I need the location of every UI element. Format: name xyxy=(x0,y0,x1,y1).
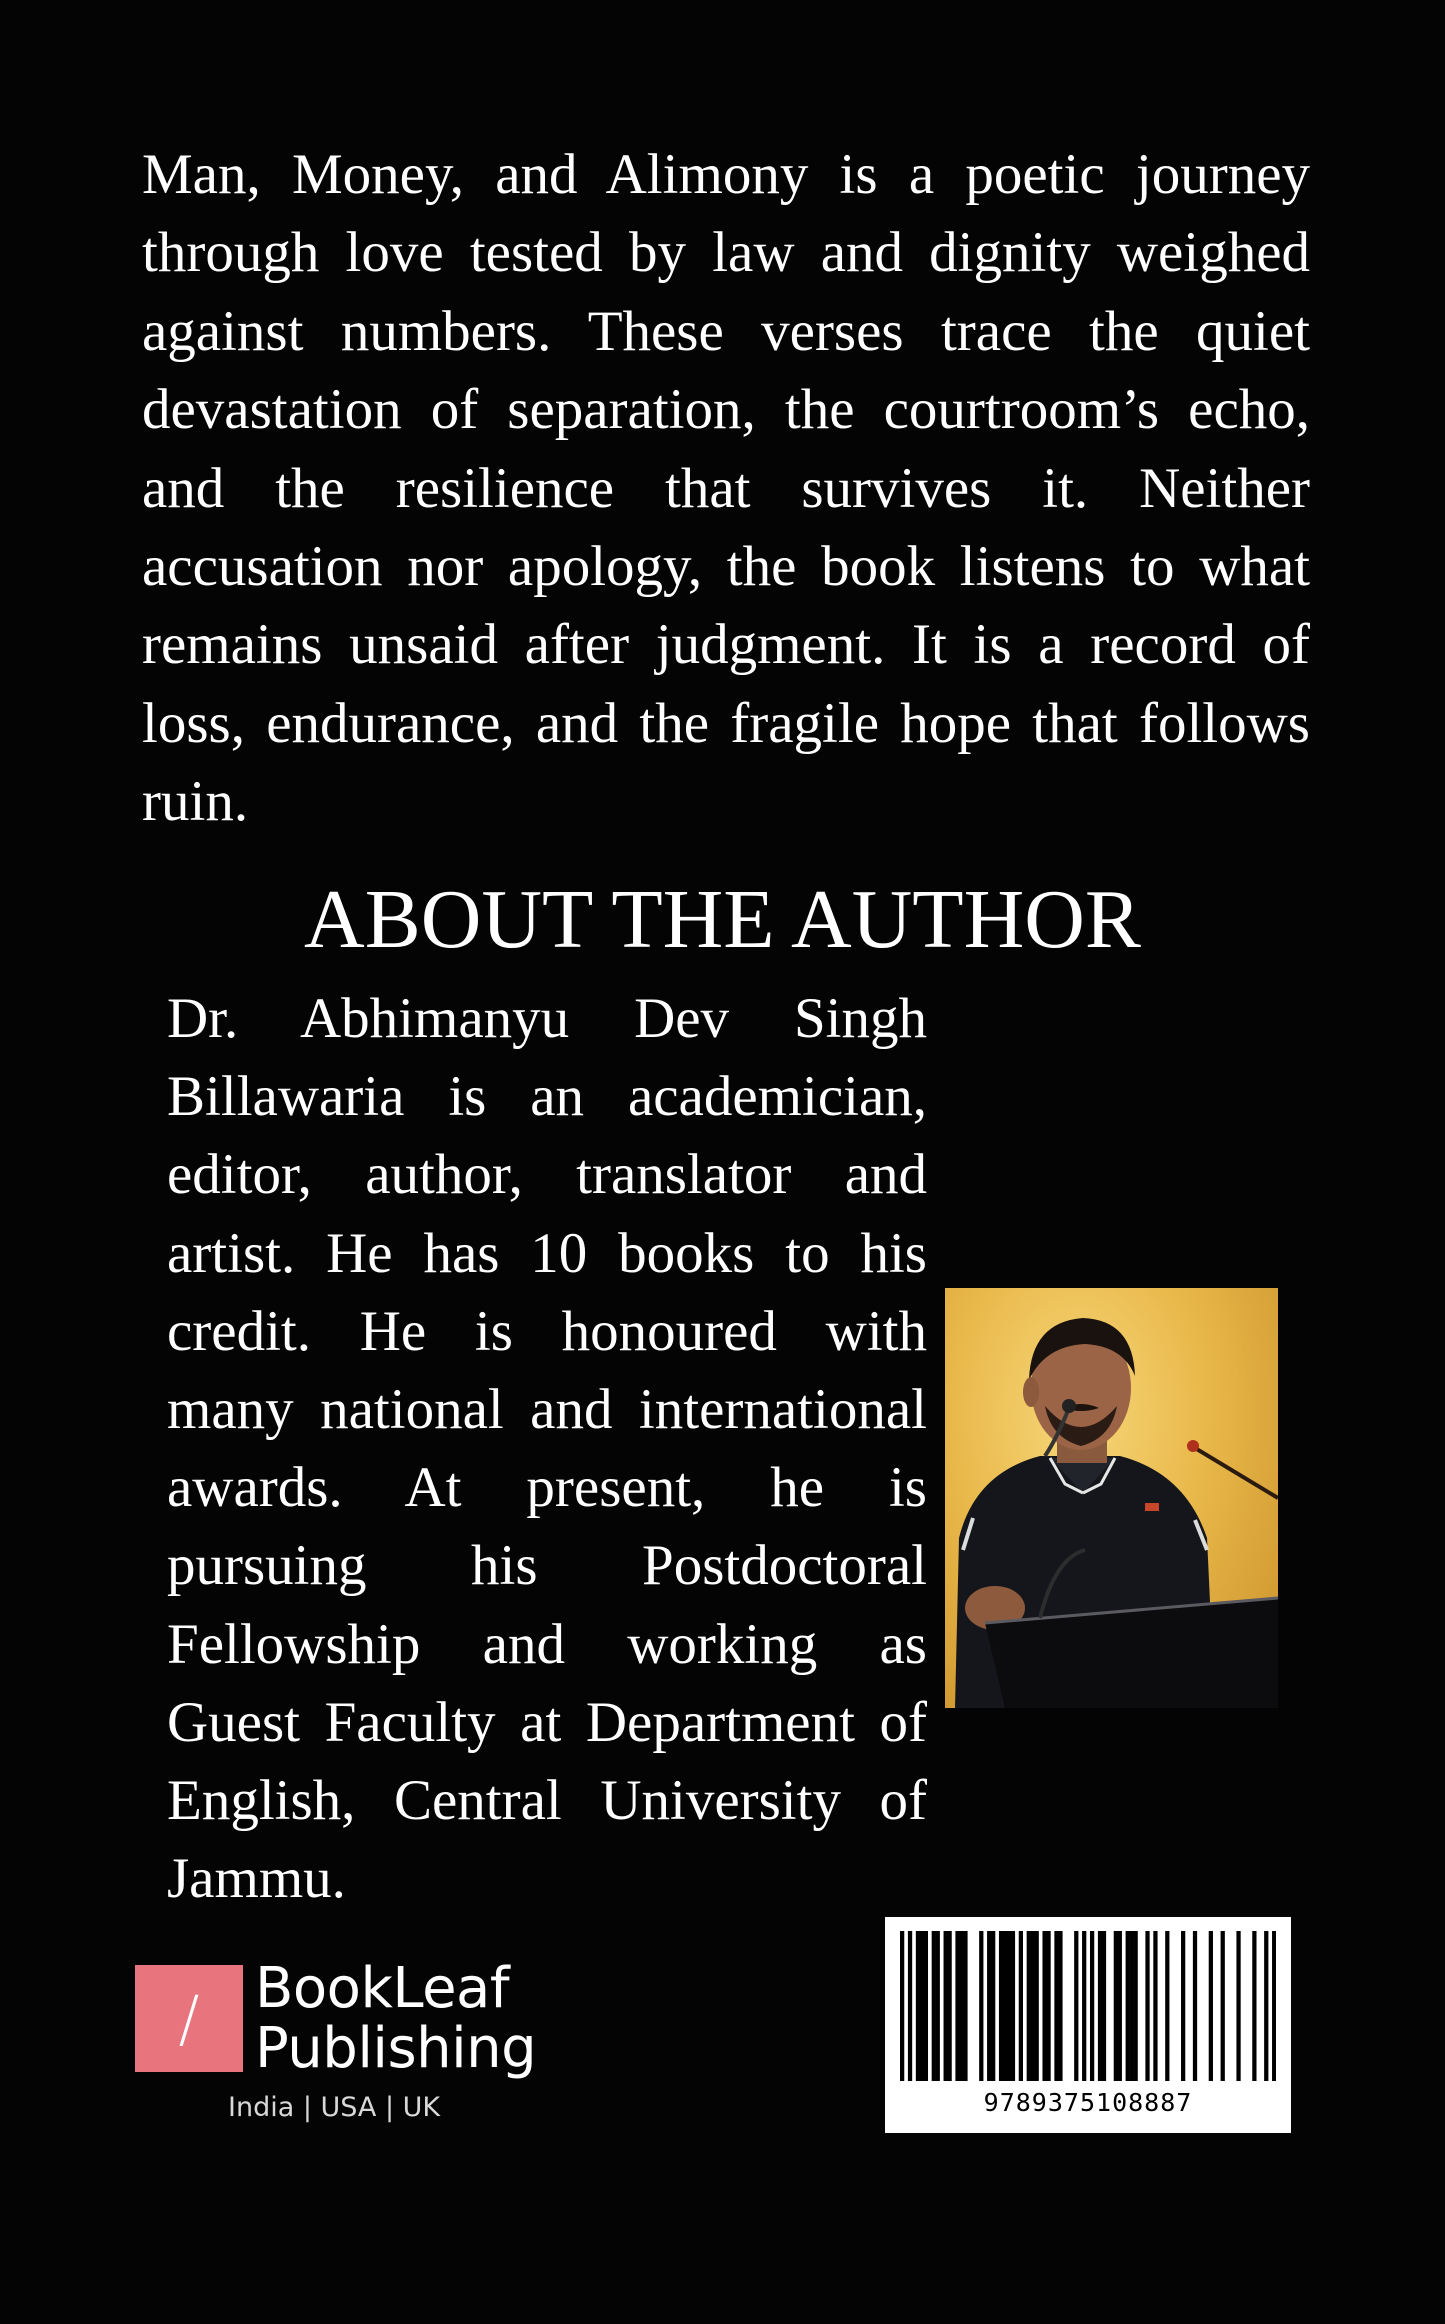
barcode-bar xyxy=(1264,1931,1268,2081)
barcode-bar xyxy=(1042,1931,1046,2081)
barcode-bar xyxy=(908,1931,912,2081)
barcode-bar xyxy=(979,1931,983,2081)
barcode-bar xyxy=(920,1931,924,2081)
barcode-bar xyxy=(947,1931,951,2081)
barcode-bar xyxy=(1090,1931,1094,2081)
barcode-bar xyxy=(1046,1931,1050,2081)
barcode-bar xyxy=(932,1931,936,2081)
author-photo xyxy=(945,1288,1278,1708)
barcode-bar xyxy=(1102,1931,1106,2081)
publisher-mark-glyph: / xyxy=(178,1982,200,2055)
barcode-bar xyxy=(1181,1931,1185,2081)
barcode-bar xyxy=(1130,1931,1134,2081)
barcode-bar xyxy=(959,1931,963,2081)
barcode-bar xyxy=(1098,1931,1102,2081)
isbn-barcode xyxy=(885,1917,1291,2133)
publisher-locations: India | USA | UK xyxy=(228,2092,441,2123)
barcode-bar xyxy=(1011,1931,1015,2081)
barcode-bar xyxy=(999,1931,1003,2081)
author-bio: Dr. Abhimanyu Dev Singh Billawaria is an academician, editor, author, translator and artist. He has 10 books to his credit. He is honoured with many national and international awards. At present, he is pursuing his Postdoctoral Fellowship and working as Guest Faculty at Department of English, Central University of Jammu. xyxy=(167,987,927,1911)
publisher-mark-icon xyxy=(135,1965,243,2072)
barcode-bar xyxy=(916,1931,920,2081)
barcode-bar xyxy=(1236,1931,1240,2081)
barcode-bar xyxy=(1027,1931,1031,2081)
barcode-bar xyxy=(1058,1931,1062,2081)
barcode-bar xyxy=(924,1931,928,2081)
barcode-bar xyxy=(900,1931,904,2081)
barcode-bar xyxy=(955,1931,959,2081)
publisher-name-line1: BookLeaf xyxy=(255,1956,510,2021)
barcode-bar xyxy=(1019,1931,1023,2081)
barcode-bar xyxy=(1272,1931,1276,2081)
barcode-bar xyxy=(944,1931,948,2081)
barcode-bar xyxy=(1074,1931,1078,2081)
barcode-bar xyxy=(1114,1931,1118,2081)
isbn-number: 9789375108887 xyxy=(983,2088,1193,2117)
barcode-bar xyxy=(1145,1931,1149,2081)
barcode-bar xyxy=(1165,1931,1169,2081)
publisher-logo xyxy=(135,1956,555,2125)
barcode-bars-icon xyxy=(900,1931,1276,2081)
barcode-bar xyxy=(1252,1931,1256,2081)
barcode-bar xyxy=(991,1931,995,2081)
barcode-bar xyxy=(936,1931,940,2081)
barcode-bar xyxy=(1054,1931,1058,2081)
barcode-bar xyxy=(1003,1931,1007,2081)
barcode-bar xyxy=(1118,1931,1122,2081)
barcode-bar xyxy=(1134,1931,1138,2081)
barcode-bar xyxy=(1007,1931,1011,2081)
publisher-name-line2: Publishing xyxy=(255,2016,537,2081)
barcode-bar xyxy=(1126,1931,1130,2081)
barcode-bar xyxy=(1209,1931,1213,2081)
barcode-bar xyxy=(963,1931,967,2081)
barcode-bar xyxy=(1221,1931,1225,2081)
barcode-bar xyxy=(1082,1931,1086,2081)
barcode-bar xyxy=(1193,1931,1197,2081)
about-author-heading: ABOUT THE AUTHOR xyxy=(304,873,1141,966)
barcode-bar xyxy=(1153,1931,1157,2081)
barcode-bar xyxy=(1031,1931,1035,2081)
publisher-name xyxy=(255,1956,537,2081)
barcode-bar xyxy=(1035,1931,1039,2081)
barcode-bar xyxy=(987,1931,991,2081)
book-blurb: Man, Money, and Alimony is a poetic journey through love tested by law and dignity weighed against numbers. These verses trace the quiet devastation of separation, the courtroom’s echo, and the resilience that survives it. Neither accusation nor apology, the book listens to what remains unsaid after judgment. It is a record of loss, endurance, and the fragile hope that follows ruin. xyxy=(142,143,1310,834)
